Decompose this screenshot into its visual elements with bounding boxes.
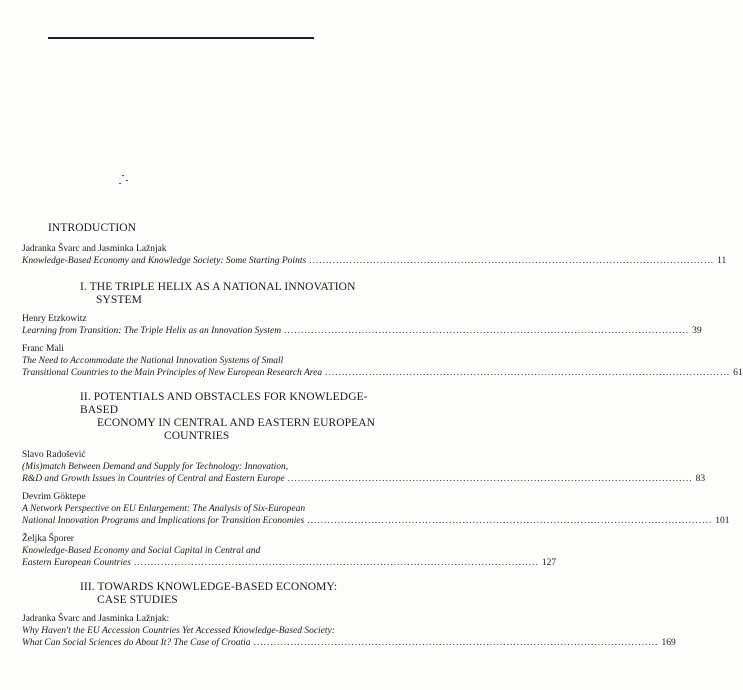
page-number: 101: [715, 516, 730, 526]
entry-title-line: Knowledge-Based Economy and Knowledge Society: Some Starting Points: [22, 256, 307, 266]
section-heading: [80, 281, 390, 307]
page-number: 39: [692, 326, 702, 336]
leader-dots: ........................................................................................................................: [325, 368, 731, 378]
entry-title: [22, 355, 743, 379]
toc-entry[interactable]: [22, 449, 706, 485]
entry-title: [22, 545, 557, 569]
page-number: 11: [717, 256, 727, 266]
section-heading-line: COUNTRIES: [164, 430, 230, 442]
toc-entry[interactable]: [22, 533, 557, 569]
page-number: 127: [541, 558, 557, 568]
leader-dots: ........................................................................................................................: [307, 516, 713, 526]
entry-title-line: Eastern European Countries: [22, 558, 131, 568]
leader-dots: ........................................................................................................................: [309, 256, 715, 266]
entry-author: Jadranka Švarc and Jasminka Lažnjak:: [22, 614, 170, 624]
toc-entry[interactable]: [22, 613, 676, 649]
entry-title: [22, 625, 676, 649]
entry-title-line: Learning from Transition: The Triple Helix as an Innovation System: [22, 326, 282, 336]
section-heading-line: III. TOWARDS KNOWLEDGE-BASED ECONOMY:: [80, 581, 338, 593]
leader-dots: ........................................................................................................................: [253, 638, 659, 648]
entry-title: [22, 503, 730, 527]
toc-entry[interactable]: [22, 343, 743, 379]
section-heading-line: CASE STUDIES: [97, 594, 178, 606]
page-speck: [122, 175, 124, 176]
entry-title-line: Why Haven't the EU Accession Countries Yet Accessed Knowledge-Based Society:: [22, 626, 335, 636]
section-heading: [80, 581, 390, 607]
entry-title-line: The Need to Accommodate the National Innovation Systems of Small: [22, 356, 284, 366]
table-of-contents: [22, 222, 743, 655]
entry-author: Henry Etzkowitz: [22, 314, 87, 324]
page-number: 169: [661, 638, 676, 648]
entry-author: Devrim Göktepe: [22, 492, 86, 502]
leader-dots: ........................................................................................................................: [287, 474, 693, 484]
toc-entry[interactable]: [22, 243, 727, 267]
entry-author: Franc Mali: [22, 344, 64, 354]
leader-dots: ........................................................................................................................: [284, 326, 690, 336]
header-rule: [48, 37, 314, 39]
entry-title-line: National Innovation Programs and Implications for Transition Economies: [22, 516, 305, 526]
entry-title-line: What Can Social Sciences do About It? The Case of Croatia: [22, 638, 251, 648]
section-heading: [80, 391, 390, 443]
entry-title: [22, 461, 706, 485]
page-number: 83: [695, 474, 706, 484]
page-number: 61: [733, 368, 743, 378]
section-heading-line: I. THE TRIPLE HELIX AS A NATIONAL INNOVATION: [80, 281, 356, 293]
section-heading-line: INTRODUCTION: [48, 222, 137, 234]
entry-title-line: Knowledge-Based Economy and Social Capital in Central and: [22, 546, 261, 556]
toc-entry[interactable]: [22, 491, 730, 527]
entry-title: [22, 325, 702, 337]
toc-entry[interactable]: [22, 313, 702, 337]
page-speck: [126, 180, 128, 181]
entry-title: [22, 255, 727, 267]
entry-title-line: Transitional Countries to the Main Principles of New European Research Area: [22, 368, 323, 378]
leader-dots: ........................................................................................................................: [133, 558, 539, 568]
section-heading-line: II. POTENTIALS AND OBSTACLES FOR KNOWLEDGE-BASED: [80, 391, 368, 416]
entry-author: Jadranka Švarc and Jasminka Lažnjak: [22, 244, 167, 254]
entry-author: Željka Šporer: [22, 534, 74, 544]
section-heading: [48, 222, 422, 235]
page-speck: [119, 183, 121, 184]
entry-title-line: A Network Perspective on EU Enlargement: The Analysis of Six-European: [22, 504, 306, 514]
section-heading-line: SYSTEM: [96, 294, 142, 306]
entry-title-line: (Mis)match Between Demand and Supply for Technology: Innovation,: [22, 462, 289, 472]
entry-title-line: R&D and Growth Issues in Countries of Central and Eastern Europe: [22, 474, 285, 484]
entry-author: Slavo Radošević: [22, 450, 86, 460]
section-heading-line: ECONOMY IN CENTRAL AND EASTERN EUROPEAN: [97, 417, 376, 429]
